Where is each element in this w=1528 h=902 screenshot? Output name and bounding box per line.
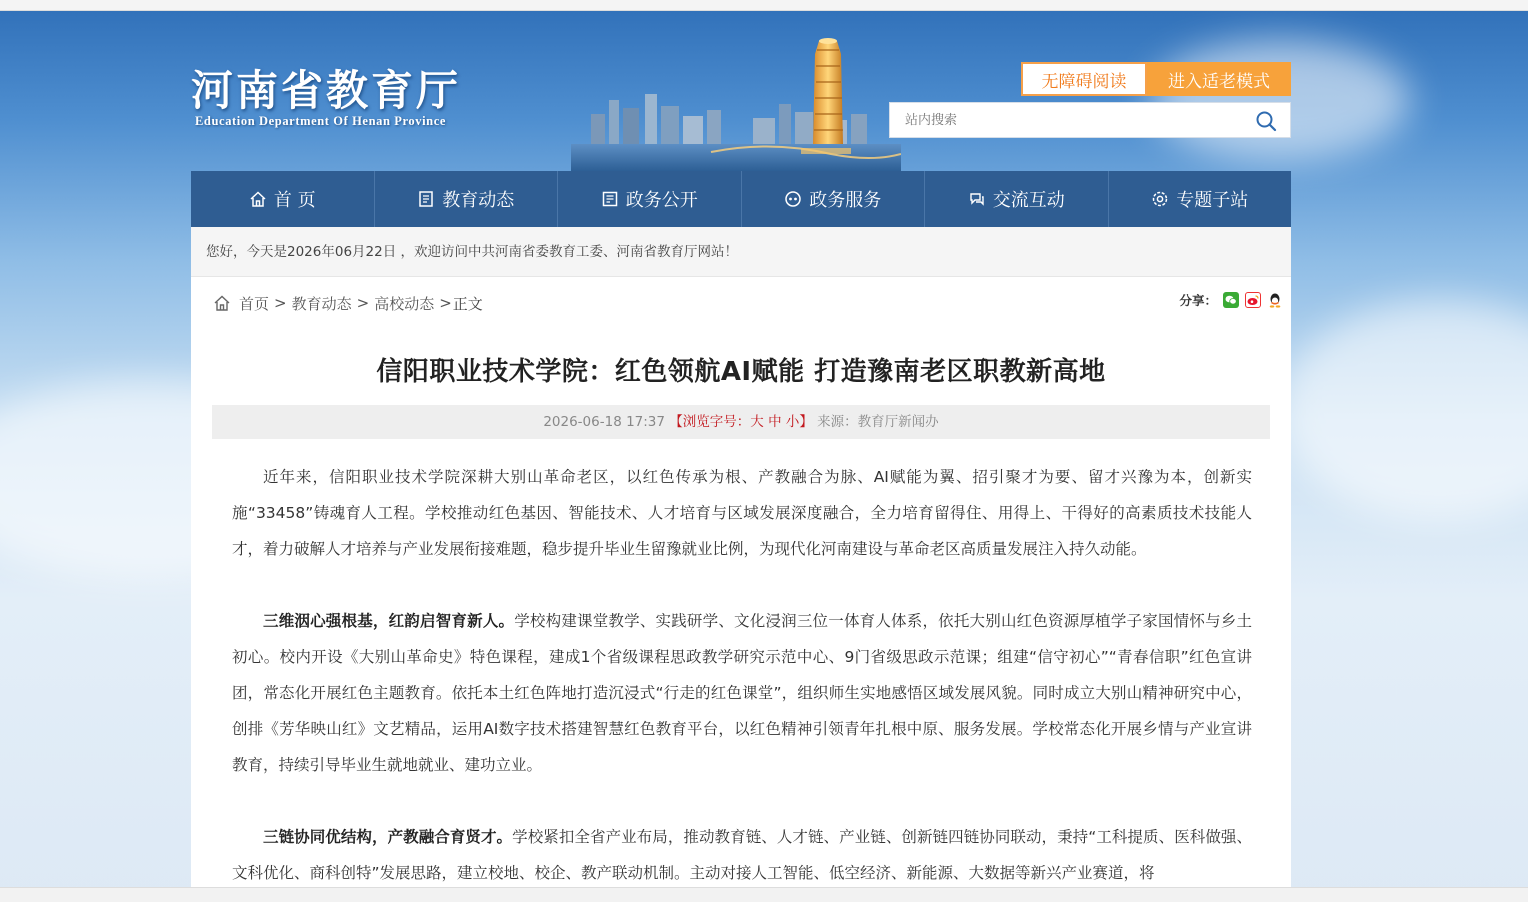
nav-item-government-affairs[interactable] [558, 171, 742, 227]
breadcrumb-separator: > [356, 294, 370, 312]
article-meta [212, 405, 1270, 439]
site-logo-subtitle: Education Department Of Henan Province [195, 114, 447, 128]
nav-item-label: 教育动态 [442, 190, 515, 211]
breadcrumb-current: 正文 [452, 294, 483, 313]
weibo-icon[interactable] [1245, 292, 1261, 308]
font-size-medium-link[interactable]: 中 [768, 414, 782, 430]
chat-icon [968, 190, 986, 208]
search-icon[interactable] [1254, 109, 1278, 133]
nav-item-government-services[interactable] [742, 171, 926, 227]
breadcrumb-university-news-link[interactable]: 高校动态 [374, 294, 435, 313]
site-search-box [889, 102, 1291, 138]
breadcrumb-education-news-link[interactable]: 教育动态 [291, 294, 352, 313]
book-icon [601, 190, 619, 208]
nav-item-interaction[interactable] [925, 171, 1109, 227]
breadcrumb-separator: > [439, 294, 452, 312]
main-content [191, 227, 1291, 887]
nav-item-label: 首 页 [273, 190, 316, 211]
cloud-decoration [1280, 300, 1528, 520]
accessibility-reading-button[interactable]: 无障碍阅读 [1021, 62, 1147, 96]
site-header [191, 36, 1291, 171]
welcome-message: 您好，今天是2026年06月22日 ，欢迎访问中共河南省委教育工委、河南省教育厅网站！ [191, 227, 1291, 277]
nav-item-label: 政务公开 [625, 190, 698, 211]
paragraph-heading: 三维洇心强根基，红韵启智育新人。 [263, 612, 515, 630]
article-title: 信阳职业技术学院：红色领航AI赋能 打造豫南老区职教新高地 [376, 357, 1106, 387]
article-source: 来源：教育厅新闻办 [817, 414, 939, 430]
nav-item-special-sites[interactable] [1109, 171, 1292, 227]
wechat-icon[interactable] [1223, 292, 1239, 308]
article-paragraph: 近年来，信阳职业技术学院深耕大别山革命老区，以红色传承为根、产教融合为脉、AI赋能为翼、招引聚才为要、留才兴豫为本，创新实施“33458”铸魂育人工程。学校推动红色基因、智能技术、人才培育与区域发展深度融合，全力培育留得住、用得上、干得好的高素质技术技能人才，着力破解人才培养与产业发展衔接难题，稳步提升毕业生留豫就业比例，为现代化河南建设与革命老区高质量发展注入持久动能。 [232, 468, 1252, 558]
browser-top-strip [0, 0, 1528, 11]
browser-bottom-bar [0, 887, 1528, 902]
document-icon [417, 190, 435, 208]
service-icon [784, 190, 802, 208]
font-size-suffix: 】 [799, 414, 813, 430]
site-logo-title[interactable]: 河南省教育厅 [191, 66, 462, 115]
nav-item-home[interactable] [191, 171, 375, 227]
nav-item-label: 交流互动 [992, 190, 1065, 211]
nav-item-education-news[interactable] [375, 171, 559, 227]
breadcrumb-separator: > [274, 294, 287, 312]
main-navigation [191, 171, 1291, 227]
article-body [232, 459, 1252, 887]
article-paragraph [232, 819, 1252, 887]
home-icon [213, 294, 231, 312]
breadcrumb [213, 291, 483, 315]
qq-icon[interactable] [1267, 292, 1283, 308]
article-date: 2026-06-18 17:37 [543, 414, 665, 430]
nav-item-label: 专题子站 [1176, 190, 1249, 211]
paragraph-text: 学校紧扣全省产业布局，推动教育链、人才链、产业链、创新链四链协同联动，秉持“工科提质、医科做强、文科优化、商科创特”发展思路，建立校地、校企、教产联动机制。主动对接人工智能、低空经济、新能源、大数据等新兴产业赛道，将 [232, 828, 1252, 882]
elder-mode-button[interactable]: 进入适老模式 [1147, 62, 1291, 96]
settings-icon [1151, 190, 1169, 208]
paragraph-text: 学校构建课堂教学、实践研学、文化浸润三位一体育人体系，依托大别山红色资源厚植学子家国情怀与乡土初心。校内开设《大别山革命史》特色课程，建成1个省级课程思政教学研究示范中心、9门省级思政示范课；组建“信守初心”“青春信职”红色宣讲团，常态化开展红色主题教育。依托本土红色阵地打造沉浸式“行走的红色课堂”，组织师生实地感悟区域发展风貌。同时成立大别山精神研究中心，创排《芳华映山红》文艺精品，运用AI数字技术搭建智慧红色教育平台，以红色精神引领青年扎根中原、服务发展。学校常态化开展乡情与产业宣讲教育，持续引导毕业生就地就业、建功立业。 [232, 612, 1252, 774]
paragraph-heading: 三链协同优结构，产教融合育贤才。 [263, 828, 513, 846]
font-size-large-link[interactable]: 大 [750, 414, 764, 430]
search-input[interactable] [890, 103, 1240, 137]
font-size-prefix: 【浏览字号： [669, 414, 751, 430]
font-size-selector [669, 414, 813, 430]
share-bar [1179, 291, 1283, 309]
breadcrumb-home-link[interactable]: 首页 [239, 294, 270, 313]
share-label: 分享： [1179, 293, 1217, 308]
article-paragraph [232, 603, 1252, 783]
font-size-small-link[interactable]: 小 [785, 414, 800, 430]
home-icon [249, 190, 267, 208]
city-skyline-image [571, 36, 901, 171]
nav-item-label: 政务服务 [809, 190, 882, 211]
